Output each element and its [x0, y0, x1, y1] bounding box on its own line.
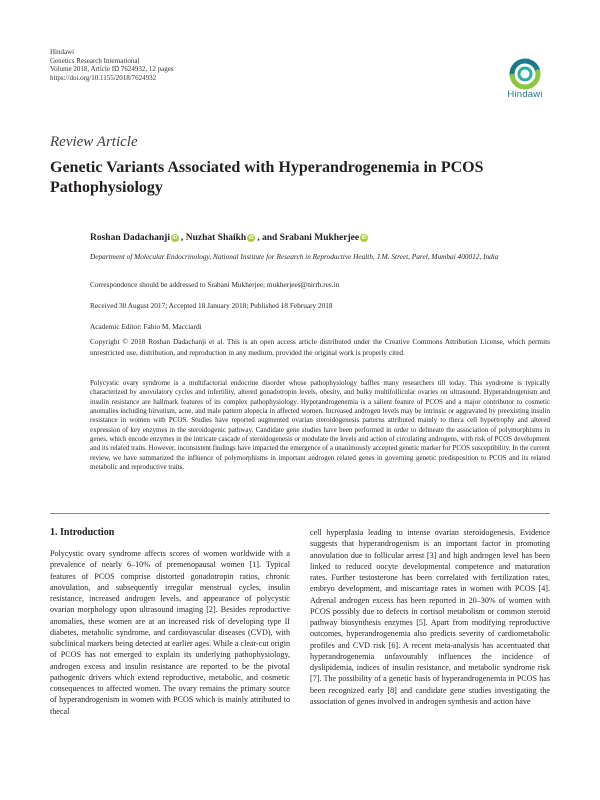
orcid-icon[interactable]: iD: [361, 235, 367, 241]
copyright-notice: Copyright © 2018 Roshan Dadachanji et al. This is an open access article distributed under the Creative Commons Attribution License, which permits unrestricted use, distribution, and reproduction in any medium, provided the original work is properly cited.: [90, 337, 550, 357]
article-type: Review Article: [50, 134, 138, 150]
article-title: Genetic Variants Associated with Hyperandrogenemia in PCOS Pathophysiology: [50, 159, 484, 196]
author-separator: ,: [180, 233, 186, 243]
publisher-name: Hindawi: [50, 48, 75, 56]
author-list: [90, 233, 370, 243]
author-name[interactable]: Roshan Dadachanji: [90, 233, 170, 243]
volume-line: Volume 2018, Article ID 7624932, 12 pages: [50, 65, 174, 74]
hindawi-logo-text: Hindawi: [507, 89, 543, 100]
section-heading: 1. Introduction: [50, 527, 115, 538]
author-separator: , and: [257, 233, 280, 243]
author-name[interactable]: Srabani Mukherjee: [279, 233, 360, 243]
intro-left-column: [50, 527, 290, 717]
publication-dates: Received 30 August 2017; Accepted 18 January 2018; Published 18 February 2018: [90, 301, 333, 310]
intro-paragraph: Polycystic ovary syndrome affects scores of women worldwide with a prevalence of nearly 6–10% of premenopausal women [1]. Typical features of PCOS comprise distorted gonadotropin ratios, chronic anovulation, and subsequently irregular menstrual cycles, insulin resistance, increased androgen levels, and appearance of polycystic ovarian morphology upon ultrasound imaging [2]. Besides reproductive anomalies, these women are at an increased risk of developing type II diabetes, metabolic syndrome, and cardiovascular diseases (CVD), with subclinical markers being detected at earlier ages. While a clear-cut origin of PCOS has not emerged to explain its underlying pathophysiology, androgen excess and insulin resistance are reported to be the pivotal pathogenic drivers which extend reproductive, metabolic, and cosmetic consequences to affected women. The ovary remains the primary source of hyperandrogenism in women with PCOS which is mainly attributed to thecal: [50, 549, 290, 716]
correspondence: Correspondence should be addressed to Srabani Mukherjee; mukherjees@nirrh.res.in: [90, 280, 340, 289]
journal-info: [50, 48, 174, 82]
academic-editor: Academic Editor: Fabio M. Macciardi: [90, 322, 202, 331]
affiliation: Department of Molecular Endocrinology, National Institute for Research in Reproductive Health, J.M. Street, Parel, Mumbai 400012, India: [90, 252, 499, 261]
intro-right-column: [310, 527, 550, 707]
abstract: Polycystic ovary syndrome is a multifactorial endocrine disorder whose pathophysiology baffles many researchers till today. This syndrome is typically characterized by anovulatory cycles and infertility, altered gonadotropin levels, obesity, and bulky multifollicular ovaries on ultrasound. Hyperandrogenism and insulin resistance are hallmark features of its complex pathophysiology. Hyperandrogenemia is a salient feature of PCOS and a major contributor to cosmetic anomalies including hirsutism, acne, and male pattern alopecia in affected women. Increased androgen levels may be intrinsic or aggravated by preexisting insulin resistance in women with PCOS. Studies have reported augmented ovarian steroidogenesis patterns attributed mainly to theca cell hypertrophy and altered expression of key enzymes in the steroidogenic pathway. Candidate gene studies have been performed in order to delineate the association of polymorphisms in genes, which encode enzymes in the intricate cascade of steroidogenesis or modulate the levels and action of circulating androgens, with risk of PCOS development and its related traits. However, inconsistent findings have impacted the emergence of a unanimously accepted genetic marker for PCOS susceptibility. In the current review, we have summarized the influence of polymorphisms in important androgen related genes in governing genetic predisposition to PCOS and its related metabolic and reproductive traits.: [90, 379, 550, 472]
doi-link[interactable]: https://doi.org/10.1155/2018/7624932: [50, 73, 157, 82]
section-divider: [50, 513, 550, 514]
orcid-icon[interactable]: iD: [172, 235, 178, 241]
intro-paragraph-continued: cell hyperplasia leading to intense ovarian steroidogenesis. Evidence suggests that hyperandrogenism is an important factor in promoting anovulation due to follicular arrest [3] and high androgen level has been linked to reduced oocyte developmental competence and maturation rates. Further testosterone has been correlated with fertilization rates, embryo development, and miscarriage rates in women with PCOS [4]. Adrenal androgen excess has been reported in 20–30% of women with PCOS possibly due to defects in cortisol metabolism or common steroid pathway biosynthesis enzymes [5]. Apart from modifying reproductive outcomes, hyperandrogenemia also predicts severity of cardiometabolic profiles and CVD risk [6]. A recent meta-analysis has accentuated that hyperandrogenemia unfavourably influences the incidence of dyslipidemia, indices of insulin resistance, and metabolic syndrome risk [7]. The possibility of a genetic basis of hyperandrogenemia in PCOS has been recognized early [8] and candidate gene studies investigating the association of genes involved in androgen synthesis and action have: [310, 528, 550, 706]
author-name[interactable]: Nuzhat Shaikh: [185, 233, 247, 243]
orcid-icon[interactable]: iD: [248, 235, 254, 241]
journal-name: Genetics Research International: [50, 56, 140, 65]
